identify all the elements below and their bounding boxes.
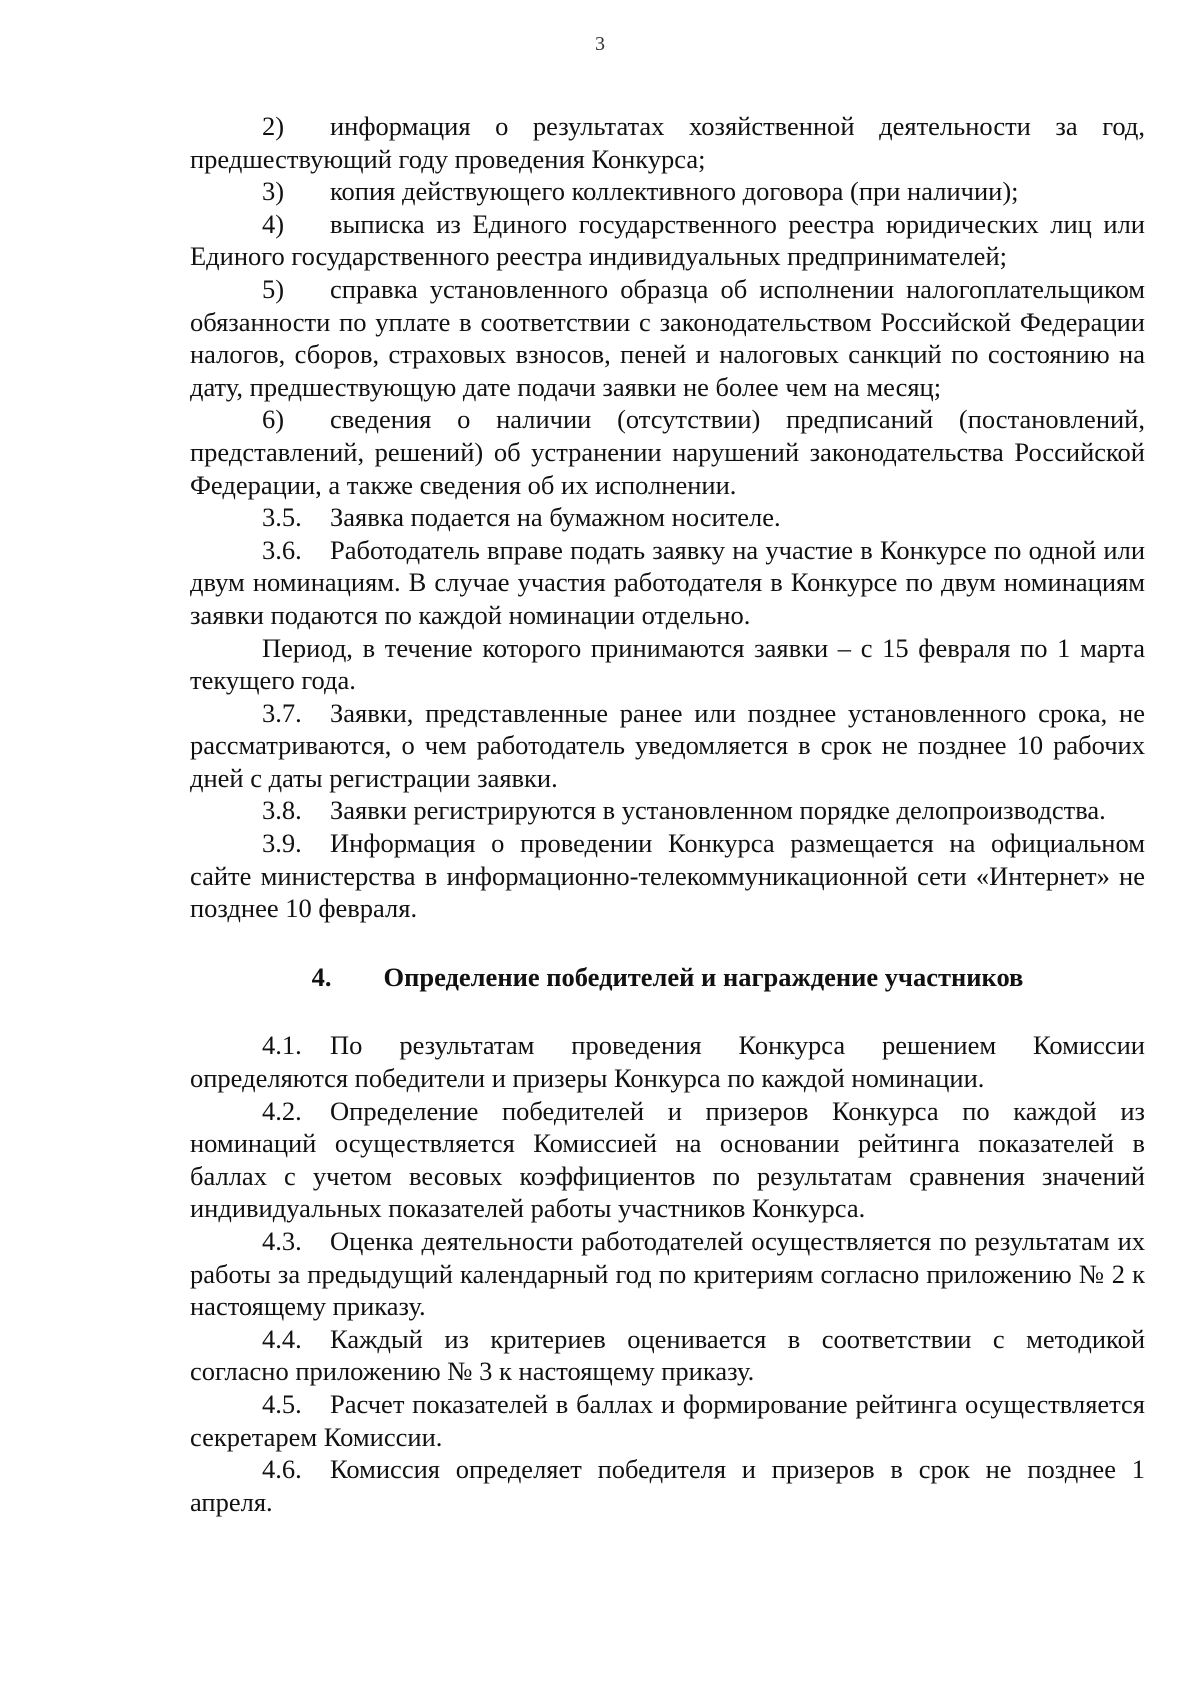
- clause: [190, 1388, 1145, 1453]
- item-text: справка установленного образца об исполнении налогоплательщиком обязанности по уплате в соответствии с законодательством Российской Федерации налогов, сборов, страховых взносов, пеней и налоговых санкций по состоянию на дату, предшествующую дате подачи заявки не более чем на месяц;: [190, 273, 1145, 402]
- list-item: [190, 403, 1145, 501]
- clause-text: Определение победителей и призеров Конкурса по каждой из номинаций осуществляется Комиссией на основании рейтинга показателей в баллах с учетом весовых коэффициентов по результатам сравнения значений индивидуальных показателей работы участников Конкурса.: [190, 1095, 1145, 1224]
- item-number: 2): [262, 111, 285, 141]
- document-body: [190, 110, 1145, 1518]
- clause: [190, 1095, 1145, 1225]
- clause-text: Оценка деятельности работодателей осуществляется по результатам их работы за предыдущий календарный год по критериям согласно приложению № 2 к настоящему приказу.: [190, 1226, 1145, 1322]
- paragraph: [190, 632, 1145, 697]
- list-item: [190, 273, 1145, 403]
- list-item: [190, 175, 1145, 208]
- item-number: 3): [262, 176, 285, 207]
- item-text: информация о результатах хозяйственной деятельности за год, предшествующий году проведения Конкурса;: [190, 111, 1145, 174]
- clause-text: Заявки, представленные ранее или позднее установленного срока, не рассматриваются, о чем работодатель уведомляется в срок не позднее 10 рабочих дней с даты регистрации заявки.: [190, 697, 1145, 793]
- item-text: копия действующего коллективного договора (при наличии);: [330, 176, 1019, 207]
- clause-text: Расчет показателей в баллах и формирование рейтинга осуществляется секретарем Комиссии.: [190, 1388, 1145, 1452]
- clause: [190, 1029, 1145, 1094]
- clause: [190, 1225, 1145, 1323]
- paragraph-text: Период, в течение которого принимаются заявки – с 15 февраля по 1 марта текущего года.: [190, 632, 1145, 696]
- clause-number: 4.2.: [262, 1095, 302, 1126]
- clause-text: Комиссия определяет победителя и призеров в срок не позднее 1 апреля.: [190, 1454, 1145, 1517]
- section-title: Определение победителей и награждение участников: [383, 961, 1024, 992]
- item-number: 6): [262, 404, 285, 435]
- clause: [190, 501, 1145, 534]
- clause-number: 3.8.: [262, 795, 302, 826]
- clause-number: 4.5.: [262, 1388, 302, 1419]
- section-number: 4.: [311, 961, 332, 992]
- clause-number: 3.5.: [262, 502, 302, 533]
- clause-number: 3.7.: [262, 697, 302, 728]
- item-text: выписка из Единого государственного реестра юридических лиц или Единого государственного реестра индивидуальных предпринимателей;: [190, 208, 1145, 272]
- clause-text: Заявка подается на бумажном носителе.: [330, 502, 781, 533]
- clause-text: По результатам проведения Конкурса решением Комиссии определяются победители и призеры Конкурса по каждой номинации.: [190, 1030, 1145, 1094]
- clause: [190, 794, 1145, 827]
- clause-number: 4.1.: [262, 1030, 302, 1061]
- clause-text: Работодатель вправе подать заявку на участие в Конкурсе по одной или двум номинациям. В случае участия работодателя в Конкурсе по двум номинациям заявки подаются по каждой номинации отдельно.: [190, 534, 1145, 630]
- clause: [190, 827, 1145, 925]
- clause-text: Информация о проведении Конкурса размещается на официальном сайте министерства в информационно-телекоммуникационной сети «Интернет» не позднее 10 февраля.: [190, 828, 1145, 924]
- list-item: [190, 208, 1145, 273]
- clause: [190, 1323, 1145, 1388]
- clause: [190, 697, 1145, 795]
- clause: [190, 534, 1145, 632]
- clause-text: Заявки регистрируются в установленном порядке делопроизводства.: [330, 795, 1106, 826]
- list-item: [190, 110, 1145, 175]
- clause-number: 4.6.: [262, 1454, 302, 1485]
- item-number: 5): [262, 273, 285, 304]
- item-number: 4): [262, 208, 285, 239]
- clause-text: Каждый из критериев оценивается в соответствии с методикой согласно приложению № 3 к настоящему приказу.: [190, 1323, 1145, 1387]
- section-heading: [190, 925, 1145, 1030]
- item-text: сведения о наличии (отсутствии) предписаний (постановлений, представлений, решений) об устранении нарушений законодательства Российской Федерации, а также сведения об их исполнении.: [190, 404, 1145, 500]
- page-number: 3: [595, 33, 605, 55]
- clause-number: 4.4.: [262, 1323, 302, 1354]
- clause-number: 3.9.: [262, 828, 302, 859]
- clause: [190, 1453, 1145, 1518]
- clause-number: 3.6.: [262, 534, 302, 565]
- clause-number: 4.3.: [262, 1226, 302, 1256]
